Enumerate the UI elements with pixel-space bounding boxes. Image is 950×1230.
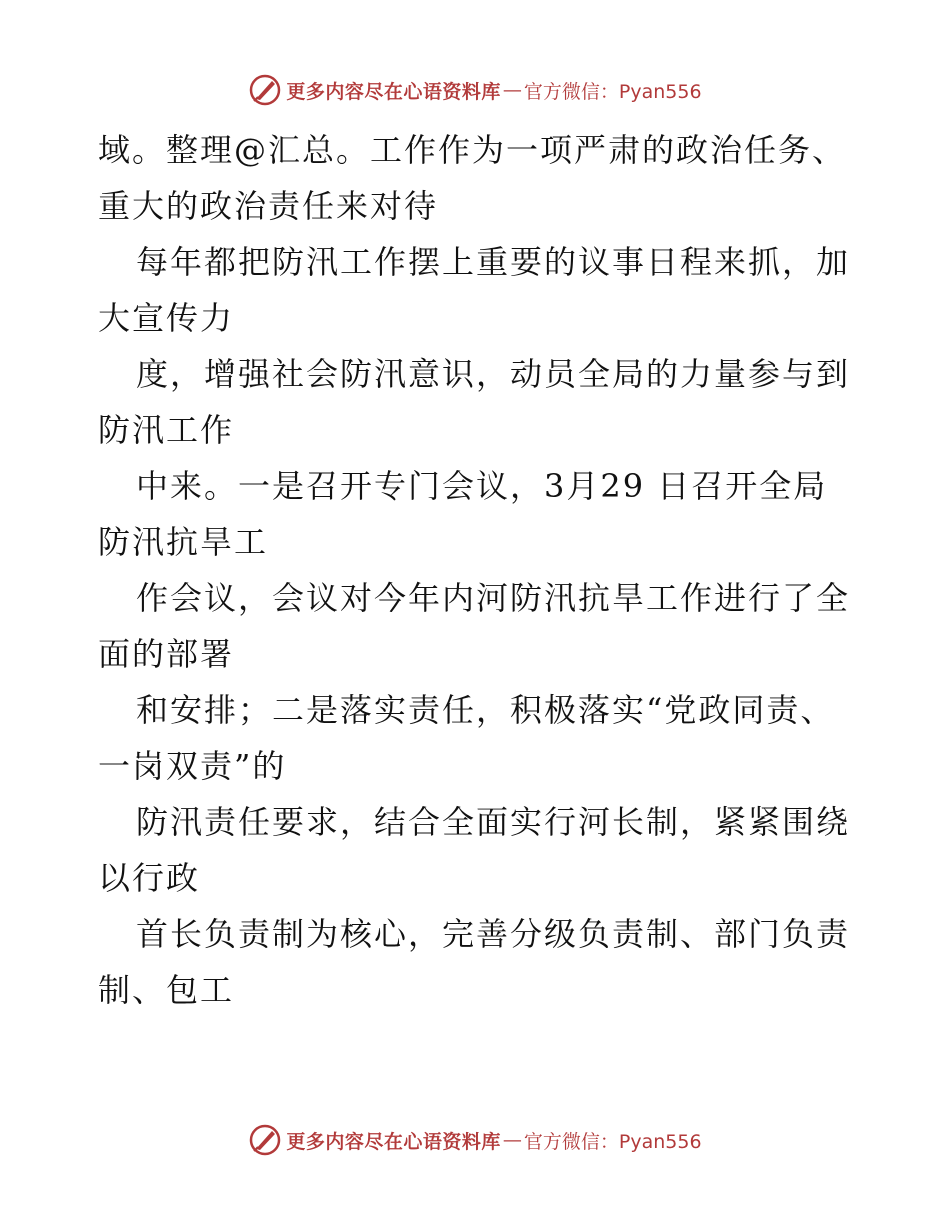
text-line: 首长负责制为核心，完善分级负责制、部门负责 (136, 915, 851, 953)
banner-separator: — (502, 1129, 522, 1151)
text-line: 以行政 (98, 859, 201, 897)
banner-separator: — (502, 79, 522, 101)
text-line: 制、包工 (98, 971, 235, 1009)
text-line: 作会议，会议对今年内河防汛抗旱工作进行了全 (136, 579, 851, 617)
text-line: 域。整理@汇总。工作作为一项严肃的政治任务、 (98, 131, 847, 169)
text-line: 面的部署 (98, 635, 235, 673)
text-line: 防汛工作 (98, 411, 235, 449)
text-line: 中来。一是召开专门会议，3月29 日召开全局 (136, 467, 828, 505)
header-banner (0, 70, 950, 110)
banner-main-text: 更多内容尽在心语资料库 (286, 1130, 501, 1153)
quill-logo-icon (248, 1123, 282, 1157)
quill-logo-icon (248, 73, 282, 107)
text-line: 每年都把防汛工作摆上重要的议事日程来抓，加 (136, 243, 851, 281)
text-line: 重大的政治责任来对待 (98, 187, 439, 225)
text-line: 防汛责任要求，结合全面实行河长制，紧紧围绕 (136, 803, 851, 841)
banner-main-text: 更多内容尽在心语资料库 (286, 80, 501, 103)
text-line: 和安排；二是落实责任，积极落实“党政同责、 (136, 691, 835, 729)
banner-sub-text: 官方微信：Pyan556 (523, 1130, 702, 1153)
footer-banner (0, 1120, 950, 1160)
document-body (98, 122, 858, 1018)
text-line: 大宣传力 (98, 299, 235, 337)
text-line: 防汛抗旱工 (98, 523, 269, 561)
banner-sub-text: 官方微信：Pyan556 (523, 80, 702, 103)
text-line: 度，增强社会防汛意识，动员全局的力量参与到 (136, 355, 851, 393)
text-line: 一岗双责”的 (98, 747, 287, 785)
